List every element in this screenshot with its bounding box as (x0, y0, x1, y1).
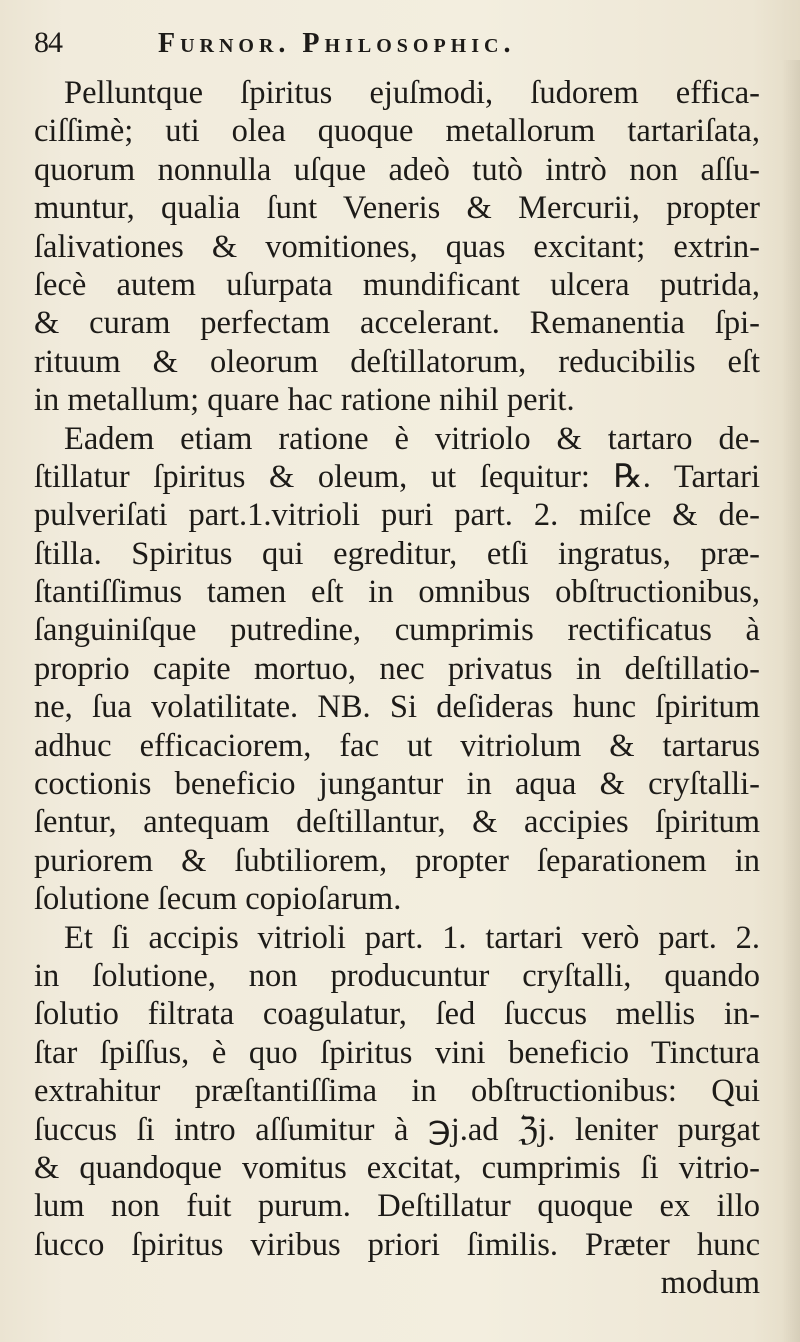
text-line: ſtilla. Spiritus qui egreditur, etſi ingratus, præ- (34, 535, 760, 572)
text-line: ſtillatur ſpiritus & oleum, ut ſequitur: ℞. Tartari (34, 458, 760, 495)
text-line: ſentur, antequam deſtillantur, & accipies ſpiritum (34, 804, 760, 841)
page-number: 84 (34, 26, 62, 59)
text-line: proprio capite mortuo, nec privatus in deſtillatio- (34, 650, 760, 687)
text-line: ſtantiſſimus tamen eſt in omnibus obſtructionibus, (34, 574, 760, 611)
text-line: & curam perfectam accelerant. Remanentia ſpi- (34, 305, 760, 342)
text-line: Eadem etiam ratione è vitriolo & tartaro de- (64, 420, 760, 457)
text-line: coctionis beneficio jungantur in aqua & cryſtalli- (34, 766, 760, 803)
page-edge-shadow (782, 60, 800, 1342)
text-line: ſucco ſpiritus viribus priori ſimilis. Præter hunc (34, 1226, 760, 1263)
running-head (34, 26, 760, 70)
text-line: extrahitur præſtantiſſima in obſtructionibus: Qui (34, 1073, 760, 1110)
text-line: ſecè autem uſurpata mundificant ulcera putrida, (34, 266, 760, 303)
text-line: ſanguiniſque putredine, cumprimis rectificatus à (34, 612, 760, 649)
text-line: Et ſi accipis vitrioli part. 1. tartari verò part. 2. (64, 919, 760, 956)
catchword: modum (660, 1265, 760, 1302)
text-line: ſtar ſpiſſus, è quo ſpiritus vini beneficio Tinctura (34, 1034, 760, 1071)
text-line: & quandoque vomitus excitat, cumprimis ſi vitrio- (34, 1149, 760, 1186)
text-line: lum non fuit purum. Deſtillatur quoque ex illo (34, 1188, 760, 1225)
text-line: in ſolutione, non producuntur cryſtalli, quando (34, 957, 760, 994)
text-line: ſolutio filtrata coagulatur, ſed ſuccus mellis in- (34, 996, 760, 1033)
text-line: ciſſimè; uti olea quoque metallorum tartariſata, (34, 113, 760, 150)
text-line: adhuc efficaciorem, fac ut vitriolum & tartarus (34, 727, 760, 764)
text-line: pulveriſati part.1.vitrioli puri part. 2. miſce & de- (34, 497, 760, 534)
text-line: puriorem & ſubtiliorem, propter ſeparationem in (34, 842, 760, 879)
text-line: quorum nonnulla uſque adeò tutò intrò non aſſu- (34, 151, 760, 188)
text-line: ſolutione ſecum copioſarum. (34, 881, 402, 918)
text-line: muntur, qualia ſunt Veneris & Mercurii, propter (34, 190, 760, 227)
text-line: rituum & oleorum deſtillatorum, reducibilis eſt (34, 343, 760, 380)
text-line: in metallum; quare hac ratione nihil perit. (34, 382, 575, 419)
body-text (34, 74, 760, 1303)
running-title: Furnor. Philosophic. (158, 28, 516, 59)
text-line: ne, ſua volatilitate. NB. Si deſideras hunc ſpiritum (34, 689, 760, 726)
text-line: Pelluntque ſpiritus ejuſmodi, ſudorem effica- (64, 75, 760, 111)
text-line: ſalivationes & vomitiones, quas excitant; extrin- (34, 228, 760, 265)
text-line: ſuccus ſi intro aſſumitur à ℈j.ad ℨj. leniter purgat (34, 1111, 760, 1148)
